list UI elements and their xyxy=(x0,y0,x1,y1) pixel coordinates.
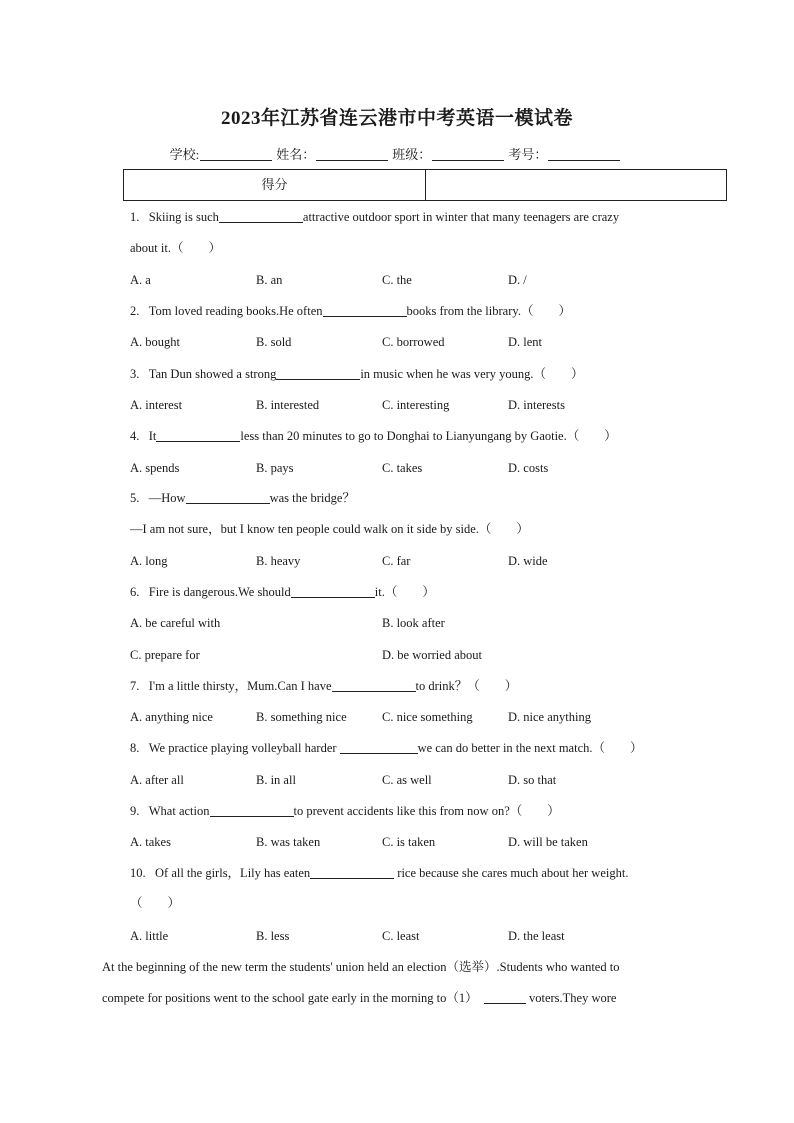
option-a[interactable]: A. little xyxy=(130,929,169,943)
option-d[interactable]: D. so that xyxy=(508,773,557,787)
passage-line-1: At the beginning of the new term the students' union held an election（选举）.Students who wanted to xyxy=(102,960,620,974)
school-label: 学校: xyxy=(169,147,200,162)
option-d[interactable]: D. the least xyxy=(508,929,565,943)
option-a[interactable]: A. long xyxy=(130,554,168,568)
question-10-line2: （ ） xyxy=(130,896,181,910)
question-text: It xyxy=(148,429,157,443)
question-text: We practice playing volleyball harder xyxy=(148,741,337,755)
score-label: 得分 xyxy=(124,170,426,200)
question-text: less than 20 minutes to go to Donghai to Lianyungang by Gaotie.（ ） xyxy=(240,429,617,443)
question-4 xyxy=(130,428,617,444)
question-text: What action xyxy=(148,804,210,818)
option-a[interactable]: A. a xyxy=(130,273,151,287)
option-d[interactable]: D. / xyxy=(508,273,527,287)
question-text: Fire is dangerous.We should xyxy=(148,585,291,599)
answer-blank[interactable] xyxy=(340,741,418,754)
option-b[interactable]: B. interested xyxy=(256,398,320,412)
option-b[interactable]: B. heavy xyxy=(256,554,301,568)
answer-blank[interactable] xyxy=(219,210,303,223)
question-text: attractive outdoor sport in winter that many teenagers are crazy xyxy=(302,210,620,224)
question-8 xyxy=(130,740,643,756)
question-text: to drink？（ ） xyxy=(415,679,518,693)
answer-blank[interactable] xyxy=(332,679,416,692)
question-text: I'm a little thirsty，Mum.Can I have xyxy=(148,679,332,693)
option-a[interactable]: A. anything nice xyxy=(130,710,213,724)
question-number: 2. xyxy=(130,304,140,318)
answer-blank[interactable] xyxy=(186,491,270,504)
question-2 xyxy=(130,303,571,319)
question-7 xyxy=(130,678,517,694)
number-label: 考号： xyxy=(508,147,548,162)
option-c[interactable]: C. least xyxy=(382,929,420,943)
question-text: to prevent accidents like this from now on?（ ） xyxy=(293,804,560,818)
question-5-line2: —I am not sure，but I know ten people could walk on it side by side.（ ） xyxy=(130,522,529,536)
option-d[interactable]: D. nice anything xyxy=(508,710,591,724)
class-label: 班级： xyxy=(392,147,432,162)
option-d[interactable]: D. will be taken xyxy=(508,835,588,849)
option-c[interactable]: C. as well xyxy=(382,773,432,787)
score-table xyxy=(123,169,727,201)
question-text: —How xyxy=(148,491,186,505)
class-blank[interactable] xyxy=(432,148,504,161)
question-text: Of all the girls，Lily has eaten xyxy=(155,866,311,880)
option-a[interactable]: A. spends xyxy=(130,461,180,475)
option-a[interactable]: A. bought xyxy=(130,335,180,349)
question-3 xyxy=(130,366,584,382)
question-text: was the bridge？ xyxy=(269,491,355,505)
question-text: Tan Dun showed a strong xyxy=(148,367,277,381)
question-text: Tom loved reading books.He often xyxy=(148,304,323,318)
question-number: 9. xyxy=(130,804,140,818)
option-d[interactable]: D. interests xyxy=(508,398,565,412)
option-a[interactable]: A. after all xyxy=(130,773,184,787)
answer-blank[interactable] xyxy=(210,804,294,817)
question-number: 4. xyxy=(130,429,140,443)
question-1 xyxy=(130,209,619,225)
question-number: 10. xyxy=(130,866,146,880)
option-a[interactable]: A. be careful with xyxy=(130,616,221,630)
question-9 xyxy=(130,803,560,819)
page-title: 2023年江苏省连云港市中考英语一模试卷 xyxy=(220,108,573,129)
option-d[interactable]: D. lent xyxy=(508,335,543,349)
option-b[interactable]: B. something nice xyxy=(256,710,347,724)
option-a[interactable]: A. takes xyxy=(130,835,171,849)
option-c[interactable]: C. takes xyxy=(382,461,423,475)
answer-blank[interactable] xyxy=(323,304,407,317)
option-b[interactable]: B. sold xyxy=(256,335,292,349)
question-number: 7. xyxy=(130,679,140,693)
option-d[interactable]: D. costs xyxy=(508,461,549,475)
question-number: 6. xyxy=(130,585,140,599)
number-blank[interactable] xyxy=(548,148,620,161)
answer-blank[interactable] xyxy=(310,866,394,879)
passage-text: voters.They wore xyxy=(529,991,617,1005)
option-d[interactable]: D. wide xyxy=(508,554,548,568)
option-c[interactable]: C. is taken xyxy=(382,835,436,849)
question-number: 8. xyxy=(130,741,140,755)
name-label: 姓名： xyxy=(276,147,316,162)
option-b[interactable]: B. an xyxy=(256,273,283,287)
score-value-cell[interactable] xyxy=(426,170,726,200)
question-5 xyxy=(130,490,355,506)
passage-blank-1[interactable] xyxy=(484,991,526,1004)
answer-blank[interactable] xyxy=(156,429,240,442)
question-number: 3. xyxy=(130,367,140,381)
answer-blank[interactable] xyxy=(291,585,375,598)
question-text: books from the library.（ ） xyxy=(406,304,571,318)
question-text: it.（ ） xyxy=(374,585,435,599)
question-text: in music when he was very young.（ ） xyxy=(360,367,584,381)
name-blank[interactable] xyxy=(316,148,388,161)
question-1-line2: about it.（ ） xyxy=(130,241,221,255)
student-info-line xyxy=(0,144,794,163)
question-text: rice because she cares much about her weight. xyxy=(397,866,629,880)
option-c[interactable]: C. interesting xyxy=(382,398,450,412)
question-number: 5. xyxy=(130,491,140,505)
option-a[interactable]: A. interest xyxy=(130,398,183,412)
option-b[interactable]: B. look after xyxy=(382,616,445,630)
question-6 xyxy=(130,584,435,600)
school-blank[interactable] xyxy=(200,148,272,161)
option-b[interactable]: B. pays xyxy=(256,461,294,475)
option-c[interactable]: C. nice something xyxy=(382,710,473,724)
option-c[interactable]: C. the xyxy=(382,273,412,287)
option-b[interactable]: B. was taken xyxy=(256,835,321,849)
option-d[interactable]: D. be worried about xyxy=(382,648,482,662)
question-number: 1. xyxy=(130,210,140,224)
question-text: we can do better in the next match.（ ） xyxy=(417,741,643,755)
question-text: Skiing is such xyxy=(148,210,219,224)
answer-blank[interactable] xyxy=(276,367,360,380)
option-b[interactable]: B. in all xyxy=(256,773,296,787)
passage-text: compete for positions went to the school gate early in the morning to（1） xyxy=(102,991,478,1005)
option-c[interactable]: C. borrowed xyxy=(382,335,445,349)
question-10 xyxy=(130,865,628,881)
option-c[interactable]: C. prepare for xyxy=(130,648,200,662)
option-c[interactable]: C. far xyxy=(382,554,411,568)
option-b[interactable]: B. less xyxy=(256,929,290,943)
passage-line-2 xyxy=(102,990,616,1006)
